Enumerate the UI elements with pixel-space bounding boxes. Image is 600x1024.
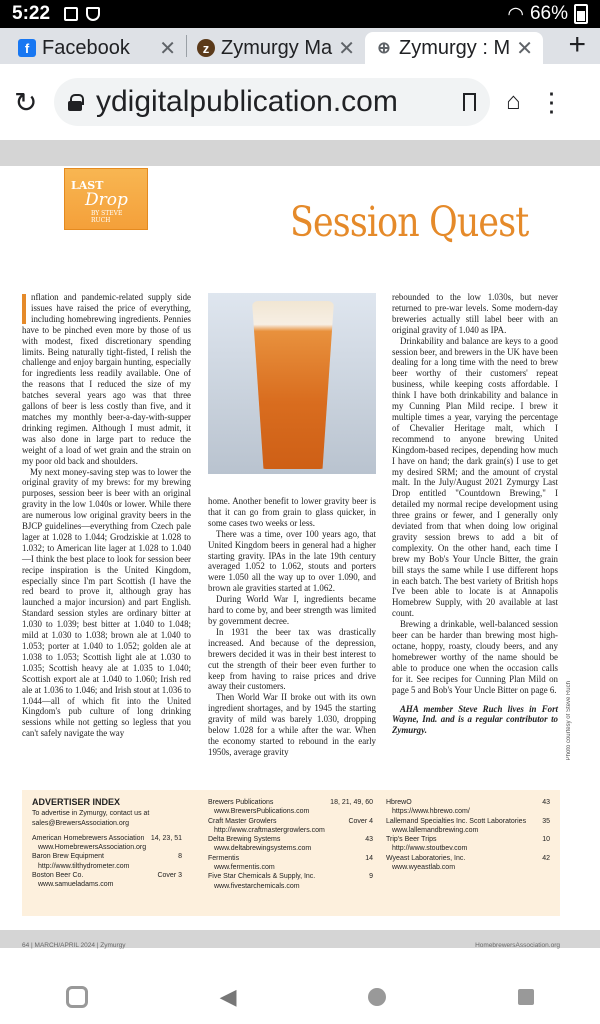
drop-cap	[22, 294, 26, 324]
paragraph: nflation and pandemic-related supply side issues have raised the price of everything, including homebrewing ingredients. Pennies have to be pinched even more by those of us with modest, fixed discretionary spending limits. Being naturally tight-fisted, I relish the challenge and enjoy bargain hunting, especially for ingredients less readily available. One of the reasons that I reduced the size of my batches several years ago was that three gallons of beer is less costly than five, and it matches my monthly beer-a-day-with-supper drinking regimen. Although I must admit, it was also done in large part to reduce the weight of a load of wet grain and the strain on my poor old back and shoulders.	[22, 292, 191, 466]
close-icon[interactable]: ✕	[338, 37, 355, 60]
tab-strip	[0, 28, 600, 64]
paragraph: There was a time, over 100 years ago, that United Kingdom beers in general had a higher starting gravity. IPAs in the late 19th century averaged 1.052 to 1.062, stouts and porters were 1.050 all the way up to over 1.090, and brown ale gravities started at 1.062.	[208, 528, 376, 594]
battery-percent: 66%	[529, 3, 568, 24]
address-bar[interactable]	[54, 78, 490, 126]
ad-index-column-1	[32, 798, 182, 890]
tab-title: Facebook	[42, 36, 130, 59]
facebook-icon: f	[18, 39, 36, 57]
article-column-1	[22, 292, 191, 739]
ad-entry: Boston Beer Co. Cover 3 www.samueladams.com	[32, 872, 182, 889]
ad-entry: HbrewO 43 https://www.hbrewo.com/	[386, 799, 550, 816]
ad-link[interactable]: www.fermentis.com	[214, 864, 275, 872]
ad-link[interactable]: www.fivestarchemicals.com	[214, 882, 300, 890]
paragraph: Then World War II broke out with its own ingredient shortages, and by 1945 the starting gravity of mild was barely 1.030, dropping below 1.028 for a while after the war. When the economy started to rebound in the early 1950s, average gravity	[208, 692, 376, 757]
ad-link[interactable]: http://www.craftmastergrowlers.com	[214, 826, 325, 834]
notification-icon	[64, 7, 78, 21]
ad-link[interactable]: http://www.tilthydrometer.com	[38, 862, 130, 870]
beer-glass	[252, 301, 334, 469]
paragraph: home. Another benefit to lower gravity beer is that it can go from grain to glass quicker, in some cases two weeks or less.	[208, 496, 376, 528]
ad-index-column-3	[386, 798, 550, 872]
shield-icon	[86, 7, 100, 21]
ad-entry: Baron Brew Equipment 8 http://www.tilthydrometer.com	[32, 853, 182, 870]
browser-toolbar	[0, 64, 600, 140]
system-nav-bar	[0, 970, 600, 1024]
article-column-2	[208, 496, 376, 758]
ad-link[interactable]: www.BrewersPublications.com	[214, 808, 310, 816]
ad-entry: Wyeast Laboratories, Inc. 42 www.wyeastlab.com	[386, 854, 550, 872]
advertiser-index	[22, 790, 560, 916]
ad-link[interactable]: www.lallemandbrewing.com	[392, 826, 479, 834]
bookmark-icon[interactable]	[463, 93, 476, 111]
ad-link[interactable]: www.samueladams.com	[38, 881, 114, 889]
close-icon[interactable]: ✕	[159, 37, 176, 60]
reload-icon[interactable]: ↻	[14, 86, 38, 118]
ad-entry: American Homebrewers Association 14, 23, 51 www.HomebrewersAssociation.org	[32, 834, 182, 852]
ad-entry: Five Star Chemicals & Supply, Inc. 9 www.fivestarchemicals.com	[208, 873, 373, 890]
ad-entry: Lallemand Specialties Inc. Scott Laboratories 35 www.lallemandbrewing.com	[386, 817, 550, 834]
footer-site: HomebrewersAssociation.org	[475, 942, 560, 949]
paragraph: Brewing a drinkable, well-balanced session beer can be harder than brewing most high-octane, hoppy, roasty, cloudy beers, and any homebrewer worthy of the name should be able to produce one when the occasion calls for it. See recipes for Cunning Plan Mild on page 5 and Bob's Your Uncle Bitter on page 6.	[392, 619, 558, 695]
lock-icon[interactable]	[68, 94, 82, 110]
paragraph: In 1931 the beer tax was drastically increased. And because of the depression, brewers decided it was in their best interest to cut the strength of their beer even further to keep from having to raise prices and drive away their customers.	[208, 626, 376, 692]
magazine-page	[0, 166, 600, 949]
status-time: 5:22	[12, 3, 51, 24]
paragraph: My next money-saving step was to lower the original gravity of my brews: for my brewing purposes, session beer is beer with an original gravity in the low 1.040s or lower. While there are numerous low original gravity beers in the BJCP guidelines—everything from Czech pale lager at 1.028 to 1.044; Grodziskie at 1.028 to 1.032; to American lite lager at 1.028 to 1.040—I think the best place to look for session beer recipe inspiration is the United Kingdom, especially since I'm part Scottish (I have the red beard to prove it, although gray has launched a major incursion) and part English. Standard session styles are ordinary bitter at 1.030 to 1.039; best bitter at 1.040 to 1.048; mild at 1.030 to 1.038; brown ale at 1.040 to 1.053; porter at 1.040 to 1.052; golden ale at 1.038 to 1.053; Scottish light ale at 1.030 to 1.035; Scottish heavy ale at 1.035 to 1.040; Scottish export ale at 1.040 to 1.060; Irish red ale at 1.036 to 1.046; and Irish stout at 1.036 to 1.044—all of which fit into the United Kingdom's pub culture of long drinking sessions while not getting so legless that you can't safely navigate the way	[22, 466, 191, 739]
ad-link[interactable]: https://www.hbrewo.com/	[392, 808, 470, 816]
tab-facebook[interactable]	[8, 32, 186, 64]
ad-link[interactable]: www.deltabrewingsystems.com	[214, 845, 312, 853]
ad-link[interactable]: http://www.stoutbev.com	[392, 845, 468, 853]
back-icon[interactable]: ◀	[219, 984, 237, 1009]
zymurgy-icon: z	[197, 39, 215, 57]
close-icon[interactable]: ✕	[516, 37, 533, 60]
ad-entry: Craft Master Growlers Cover 4 http://www.craftmastergrowlers.com	[208, 817, 373, 834]
new-tab-button[interactable]: +	[568, 28, 586, 61]
footer-issue: 64 | MARCH/APRIL 2024 | Zymurgy	[22, 942, 126, 949]
ad-index-intro: To advertise in Zymurgy, contact us at sales@BrewersAssociation.org	[32, 810, 150, 827]
ad-link[interactable]: www.HomebrewersAssociation.org	[38, 844, 147, 852]
tab-zymurgy-magazine[interactable]	[187, 32, 365, 64]
author-byline: AHA member Steve Ruch lives in Fort Wayne, Ind. and is a regular contributor to Zymurgy.	[392, 703, 558, 736]
paragraph: Drinkability and balance are keys to a good session beer, and brewers in the UK have been dealing for a long time with the need to brew beer worthy of their customers' repeat business, while keeping costs affordable. I think I have both drinkability and balance in my Cunning Plan Mild recipe. I brew it multiple times a year, varying the percentage of Chevalier Heritage malt, which I recommend to anyone brewing United Kingdom-based recipes, depending how much I have on hand; the dark grain(s) I use to get my desired SRM; and the amount of crystal malt. In the July/August 2021 Zymurgy Last Drop entitled "Countdown Brewing," I detailed my normal recipe development using three grains or fewer, and I generally only deviated from that when doing low original gravity session brews to add a bit of complexity. On the other hand, each time I brew my Bob's Your Uncle Bitter, the grain bill stays the same while I use different hops in each batch. The best variety of British hops I've been able to locate is at Annapolis Homebrew Supply, with 20 available at last count.	[392, 335, 558, 619]
accessibility-icon[interactable]	[66, 986, 88, 1008]
ad-index-title: ADVERTISER INDEX	[32, 797, 121, 807]
article-headline: Session Quest	[290, 198, 529, 246]
home-button-icon[interactable]	[368, 988, 386, 1006]
ad-entry: Delta Brewing Systems 43 www.deltabrewingsystems.com	[208, 836, 373, 853]
ad-entry: Brewers Publications 18, 21, 49, 60 www.BrewersPublications.com	[208, 799, 373, 816]
battery-icon	[574, 4, 588, 24]
paragraph: During World War I, ingredients became hard to come by, and beer strength was limited by government decree.	[208, 594, 376, 626]
ad-index-column-2	[208, 798, 373, 891]
article-column-3	[392, 292, 558, 736]
publication-viewer[interactable]	[0, 140, 600, 948]
more-menu-icon[interactable]: ⋮	[538, 86, 565, 117]
tab-zymurgy-active[interactable]	[365, 32, 543, 64]
beer-glass-image	[208, 293, 376, 474]
photo-credit: Photo courtesy of Steve Ruch	[566, 681, 572, 761]
ad-entry: Trip's Beer Trips 10 http://www.stoutbev.com	[386, 836, 550, 853]
tab-title: Zymurgy Ma	[221, 36, 333, 59]
recents-icon[interactable]	[518, 989, 534, 1005]
globe-icon: ⊕	[377, 40, 391, 57]
ad-entry: Fermentis 14 www.fermentis.com	[208, 854, 373, 872]
wifi-icon: ◠	[507, 3, 524, 25]
last-drop-logo: LAST Drop BY STEVE RUCH	[64, 168, 148, 230]
home-icon[interactable]: ⌂	[506, 88, 521, 115]
paragraph: rebounded to the low 1.030s, but never returned to pre-war levels. Some modern-day breweries actually still label beer with an original gravity of 1.040 as IPA.	[392, 292, 558, 335]
url-text[interactable]: ydigitalpublication.com	[96, 85, 398, 118]
ad-link[interactable]: www.wyeastlab.com	[392, 864, 456, 872]
status-bar	[0, 0, 600, 28]
page-footer	[22, 942, 560, 949]
tab-title: Zymurgy : M	[399, 36, 511, 59]
